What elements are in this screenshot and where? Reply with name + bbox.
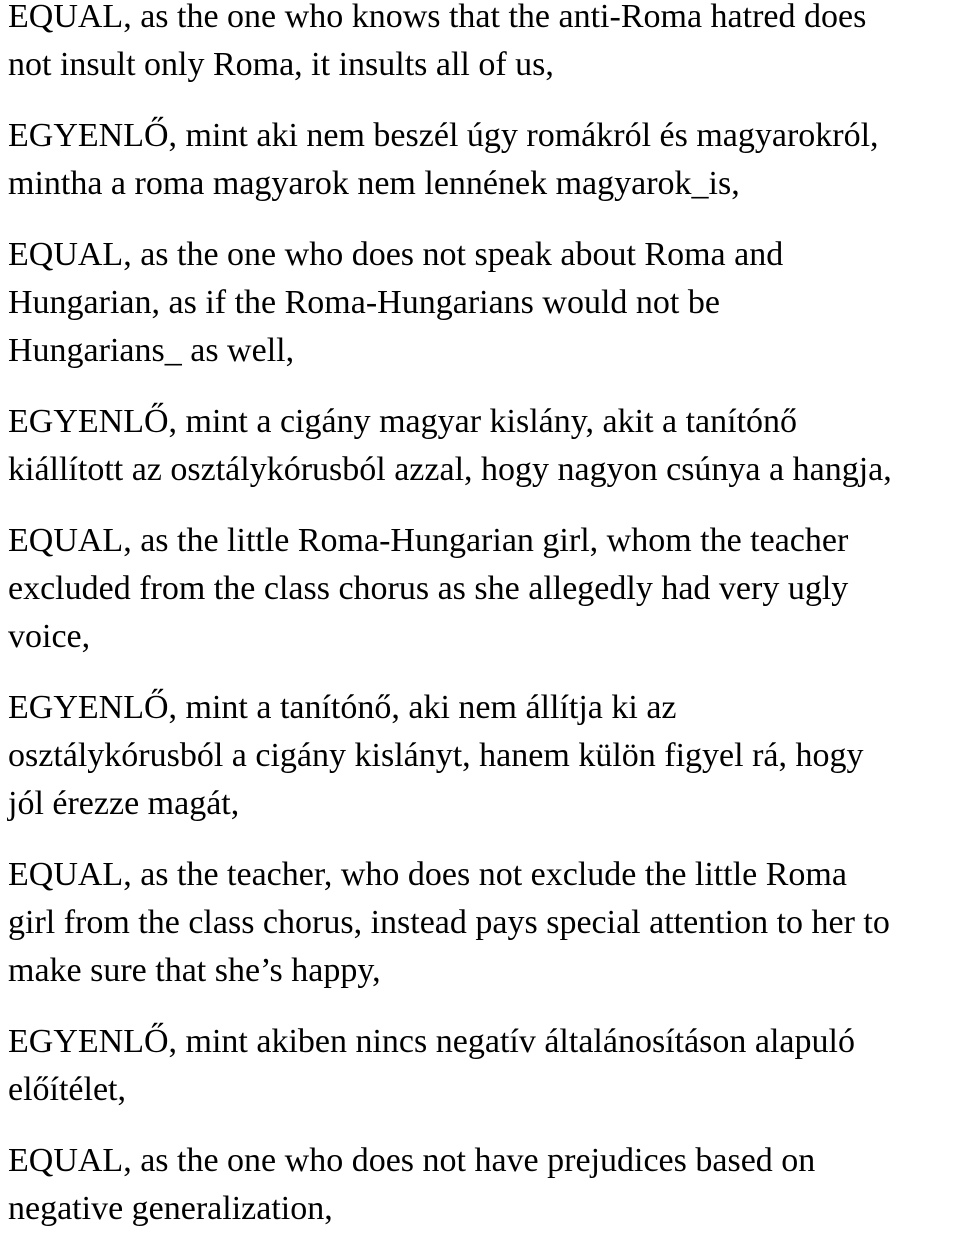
stanza bbox=[8, 1137, 960, 1233]
text-line: make sure that she’s happy, bbox=[8, 952, 381, 989]
text-line: EQUAL, as the teacher, who does not exclude the little Roma bbox=[8, 856, 847, 893]
text-line: not insult only Roma, it insults all of us, bbox=[8, 46, 554, 83]
stanza bbox=[8, 851, 960, 995]
text-line: excluded from the class chorus as she allegedly had very ugly bbox=[8, 570, 849, 607]
stanza bbox=[8, 0, 960, 89]
text-line: negative generalization, bbox=[8, 1190, 333, 1227]
text-line: Hungarian, as if the Roma-Hungarians would not be bbox=[8, 284, 720, 321]
text-line: EQUAL, as the little Roma-Hungarian girl, whom the teacher bbox=[8, 522, 849, 559]
text-line: EGYENLŐ, mint akiben nincs negatív általánosításon alapuló bbox=[8, 1023, 855, 1060]
text-line: girl from the class chorus, instead pays special attention to her to bbox=[8, 904, 890, 941]
text-line: EGYENLŐ, mint aki nem beszél úgy romákról és magyarokról, bbox=[8, 117, 879, 154]
text-line: mintha a roma magyarok nem lennének magyarok_is, bbox=[8, 165, 740, 202]
text-line: előítélet, bbox=[8, 1071, 127, 1108]
text-line: osztálykórusból a cigány kislányt, hanem külön figyel rá, hogy bbox=[8, 737, 864, 774]
text-line: EQUAL, as the one who knows that the anti-Roma hatred does bbox=[8, 0, 867, 35]
text-line: kiállított az osztálykórusból azzal, hogy nagyon csúnya a hangja, bbox=[8, 451, 892, 488]
text-line: jól érezze magát, bbox=[8, 785, 240, 822]
stanza bbox=[8, 112, 960, 208]
stanza bbox=[8, 1018, 960, 1114]
stanza bbox=[8, 684, 960, 828]
stanza bbox=[8, 231, 960, 375]
stanza bbox=[8, 517, 960, 661]
text-line: Hungarians_ as well, bbox=[8, 332, 295, 369]
text-line: EGYENLŐ, mint a cigány magyar kislány, akit a tanítónő bbox=[8, 403, 798, 440]
text-line: EQUAL, as the one who does not speak about Roma and bbox=[8, 236, 784, 273]
stanza bbox=[8, 398, 960, 494]
text-line: voice, bbox=[8, 618, 91, 655]
text-line: EQUAL, as the one who does not have prejudices based on bbox=[8, 1142, 816, 1179]
text-line: EGYENLŐ, mint a tanítónő, aki nem állítja ki az bbox=[8, 689, 677, 726]
